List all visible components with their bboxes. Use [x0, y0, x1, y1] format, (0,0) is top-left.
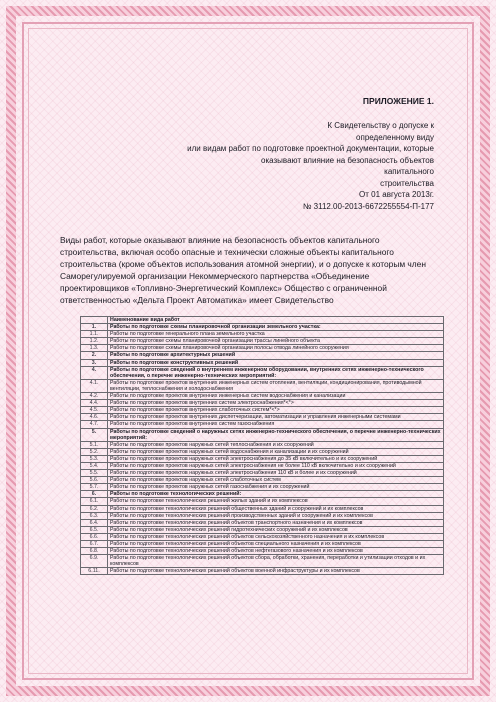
row-number: 4.5.	[81, 407, 108, 414]
row-number: 6.5.	[81, 526, 108, 533]
row-number: 6.8.	[81, 548, 108, 555]
row-work-type: Работы по подготовке архитектурных решений	[108, 352, 444, 359]
row-work-type: Работы по подготовке технологических решений объектов нефтегазового назначения и их комплексов	[108, 548, 444, 555]
appendix-title: ПРИЛОЖЕНИЕ 1.	[362, 96, 434, 106]
row-number: 1.1.	[81, 331, 108, 338]
table-row	[81, 519, 444, 526]
table-row	[81, 455, 444, 462]
document-body	[60, 96, 440, 575]
table-row	[81, 366, 444, 379]
row-work-type: Работы по подготовке схемы планировочной организации трассы линейного объекта	[108, 338, 444, 345]
row-number: 2.	[81, 352, 108, 359]
table-row	[81, 324, 444, 331]
table-row	[81, 414, 444, 421]
row-number: 3.	[81, 359, 108, 366]
table-row	[81, 393, 444, 400]
row-number: 1.3.	[81, 345, 108, 352]
row-number: 6.7.	[81, 541, 108, 548]
row-number: 5.1.	[81, 441, 108, 448]
table-header-title: Наименование вида работ	[108, 317, 444, 324]
row-work-type: Работы по подготовке проектов внутренних диспетчеризации, автоматизации и управления инженерными системами	[108, 414, 444, 421]
table-row	[81, 491, 444, 498]
row-number: 4.1.	[81, 379, 108, 392]
header-line: или видам работ по подготовке проектной документации, которые	[187, 144, 434, 153]
table-row	[81, 512, 444, 519]
row-work-type: Работы по подготовке проектов внутренних инженерных систем водоснабжения и канализации	[108, 393, 444, 400]
row-work-type: Работы по подготовке технологических решений объектов сбора, обработки, хранения, переработки и утилизации отходов и их комплексов	[108, 555, 444, 568]
table-row	[81, 462, 444, 469]
table-row	[81, 345, 444, 352]
row-work-type: Работы по подготовке проектов наружных сетей теплоснабжения и их сооружений	[108, 441, 444, 448]
row-work-type: Работы по подготовке проектов наружных сетей водоснабжения и канализации и их сооружений	[108, 448, 444, 455]
row-work-type: Работы по подготовке сведений о внутреннем инженерном оборудовании, внутренних сетях инженерно-технического обеспечения, о перечне инженерно-технических мероприятий:	[108, 366, 444, 379]
table-row	[81, 526, 444, 533]
row-number: 4.7.	[81, 421, 108, 428]
row-work-type: Работы по подготовке технологических решений жилых зданий и их комплексов	[108, 498, 444, 505]
table-header-row	[81, 317, 444, 324]
row-work-type: Работы по подготовке технологических решений объектов специального назначения и их комплексов	[108, 541, 444, 548]
header-line: капитального	[384, 167, 434, 176]
table-row	[81, 379, 444, 392]
row-number: 6.9.	[81, 555, 108, 568]
row-work-type: Работы по подготовке технологических решений объектов сельскохозяйственного назначения и их комплексов	[108, 533, 444, 540]
table-row	[81, 428, 444, 441]
row-number: 5.3.	[81, 455, 108, 462]
row-work-type: Работы по подготовке проектов внутренних систем газоснабжения	[108, 421, 444, 428]
table-row	[81, 533, 444, 540]
row-work-type: Работы по подготовке проектов наружных сетей электроснабжения до 35 кВ включительно и их сооружений	[108, 455, 444, 462]
row-number: 6.2.	[81, 505, 108, 512]
table-row	[81, 548, 444, 555]
row-number: 6.6.	[81, 533, 108, 540]
row-number: 6.	[81, 491, 108, 498]
row-work-type: Работы по подготовке технологических решений гидротехнических сооружений и их комплексов	[108, 526, 444, 533]
row-work-type: Работы по подготовке схемы планировочной организации полосы отвода линейного сооружения	[108, 345, 444, 352]
row-work-type: Работы по подготовке сведений о наружных сетях инженерно-технического обеспечения, о перечне инженерно-технических мероприятий:	[108, 428, 444, 441]
row-number: 4.4.	[81, 400, 108, 407]
table-header-num	[81, 317, 108, 324]
table-row	[81, 555, 444, 568]
row-work-type: Работы по подготовке проектов наружных сетей слаботочных систем	[108, 477, 444, 484]
row-work-type: Работы по подготовке проектов наружных сетей электроснабжения 110 кВ и более и их сооружений	[108, 470, 444, 477]
header-line: строительства	[380, 178, 434, 188]
row-work-type: Работы по подготовке технологических решений объектов военной инфраструктуры и их комплексов	[108, 568, 444, 575]
row-work-type: Работы по подготовке проектов внутренних инженерных систем отопления, вентиляции, кондиционирования, противодымной вентиляции, теплоснабжения и холодоснабжения	[108, 379, 444, 392]
certificate-reference	[60, 120, 434, 212]
row-number: 1.	[81, 324, 108, 331]
row-number: 4.	[81, 366, 108, 379]
table-row	[81, 407, 444, 414]
row-work-type: Работы по подготовке проектов внутренних систем электроснабжения*<*>	[108, 400, 444, 407]
table-row	[81, 338, 444, 345]
table-row	[81, 359, 444, 366]
row-work-type: Работы по подготовке проектов наружных сетей газоснабжения и их сооружений	[108, 484, 444, 491]
table-row	[81, 484, 444, 491]
row-work-type: Работы по подготовке технологических решений производственных зданий и сооружений и их комплексов	[108, 512, 444, 519]
row-number: 6.3.	[81, 512, 108, 519]
row-work-type: Работы по подготовке схемы планировочной организации земельного участка:	[108, 324, 444, 331]
row-work-type: Работы по подготовке проектов наружных сетей электроснабжения не более 110 кВ включительно и их сооружений	[108, 462, 444, 469]
header-line: К Свидетельству о допуске к	[327, 121, 434, 130]
header-line: определенному виду	[356, 132, 434, 142]
row-number: 4.6.	[81, 414, 108, 421]
row-work-type: Работы по подготовке технологических решений объектов транспортного назначения и их комплексов	[108, 519, 444, 526]
row-number: 5.4.	[81, 462, 108, 469]
row-number: 6.1.	[81, 498, 108, 505]
table-row	[81, 505, 444, 512]
header-line: оказывают влияние на безопасность объектов	[261, 155, 434, 165]
table-row	[81, 421, 444, 428]
row-number: 5.5.	[81, 470, 108, 477]
certificate-date: От 01 августа 2013г.	[359, 190, 434, 199]
table-row	[81, 470, 444, 477]
row-work-type: Работы по подготовке конструктивных решений	[108, 359, 444, 366]
row-number: 5.	[81, 428, 108, 441]
row-work-type: Работы по подготовке технологических решений общественных зданий и сооружений и их комплексов	[108, 505, 444, 512]
row-number: 6.4.	[81, 519, 108, 526]
row-number: 5.7.	[81, 484, 108, 491]
table-row	[81, 568, 444, 575]
row-number: 1.2.	[81, 338, 108, 345]
row-work-type: Работы по подготовке генерального плана земельного участка	[108, 331, 444, 338]
table-row	[81, 541, 444, 548]
table-row	[81, 400, 444, 407]
certificate-number: № 3112.00-2013-6672255554-П-177	[302, 201, 434, 211]
works-table	[80, 316, 444, 575]
row-work-type: Работы по подготовке технологических решений:	[108, 491, 444, 498]
row-work-type: Работы по подготовке проектов внутренних слаботочных систем*<*>	[108, 407, 444, 414]
row-number: 6.11.	[81, 568, 108, 575]
row-number: 5.6.	[81, 477, 108, 484]
table-row	[81, 477, 444, 484]
table-row	[81, 498, 444, 505]
intro-paragraph: Виды работ, которые оказывают влияние на безопасность объектов капитального строительства, включая особо опасные и технически сложные объекты капитального строительства (кроме объектов использования атомной энергии), и о допуске к которым член Саморегулируемой организации Некоммерческого партнерства «Объединение проектировщиков «Топливно-Энергетический Комплекс» Общество с ограниченной ответственностью «Дельта Проект Автоматика» имеет Свидетельство	[60, 235, 426, 305]
works-table-body	[81, 324, 444, 575]
table-row	[81, 441, 444, 448]
table-row	[81, 352, 444, 359]
row-number: 4.2.	[81, 393, 108, 400]
row-number: 5.2.	[81, 448, 108, 455]
table-row	[81, 448, 444, 455]
table-row	[81, 331, 444, 338]
